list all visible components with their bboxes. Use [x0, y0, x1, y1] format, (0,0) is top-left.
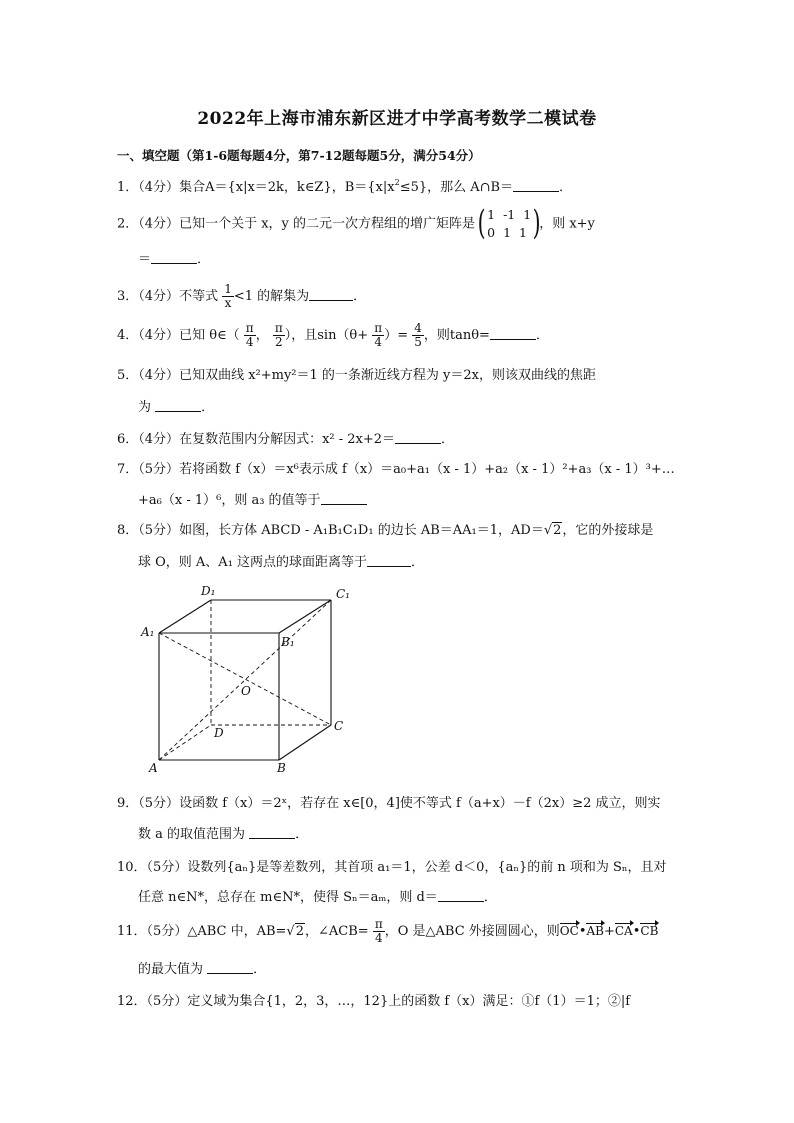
- question-5: 5．（4分）已知双曲线 x²+my²＝1 的一条渐近线方程为 y＝2x，则该双曲线的焦距: [117, 368, 596, 383]
- fraction: $\frac{\pi}{2}$: [274, 321, 283, 349]
- answer-blank: [513, 181, 559, 192]
- label-C1: C₁: [336, 587, 350, 601]
- question-2-cont: ＝ ．: [138, 252, 211, 267]
- answer-blank: [249, 828, 295, 839]
- answer-blank: [207, 963, 253, 974]
- fraction: $\frac{\pi}{4}$: [374, 917, 383, 945]
- vector-OC: OC: [559, 924, 579, 938]
- question-4: 4．（4分）已知 θ∈（ $\frac{\pi}{4}$ ， $\frac{\pi}{2}$ ），且sin（θ+ $\frac{\pi}{4}$ ）= $\frac{4}{5}$ ，则tanθ= ．: [117, 321, 549, 349]
- answer-blank: [395, 433, 441, 444]
- question-8: 8．（5分）如图，长方体 ABCD - A₁B₁C₁D₁ 的边长 AB＝AA₁＝1，AD＝√2，它的外接球是: [117, 523, 654, 538]
- question-11-cont: 的最大值为 ．: [138, 962, 267, 977]
- fraction: $\frac{4}{5}$: [414, 321, 422, 349]
- augmented-matrix: ( 1 -1 1 0 1 1 ): [477, 203, 541, 243]
- vector-CB: CB: [640, 924, 659, 938]
- question-7: 7．（5分）若将函数 f（x）＝x⁶表示成 f（x）＝a₀+a₁（x - 1）+a₂（x - 1）²+a₃（x - 1）³+…: [117, 462, 675, 477]
- diagonal-A1-C: [159, 633, 331, 725]
- question-9: 9．（5分）设函数 f（x）＝2ˣ，若存在 x∈[0，4]使不等式 f（a+x）－f（2x）≥2 成立，则实: [117, 796, 661, 811]
- label-A1: A₁: [141, 625, 155, 639]
- section-heading: 一、填空题（第1-6题每题4分，第7-12题每题5分，满分54分）: [117, 148, 481, 163]
- question-11: 11．（5分）△ABC 中，AB=√2，∠ACB= $\frac{\pi}{4}$ ，O 是△ABC 外接圆圆心，则OC•AB+CA•CB: [117, 917, 659, 945]
- question-10-cont: 任意 n∈N*，总存在 m∈N*，使得 Sₙ＝aₘ，则 d＝ ．: [138, 890, 497, 905]
- cuboid-figure: [135, 582, 365, 777]
- page-title: 2022年上海市浦东新区进才中学高考数学二模试卷: [197, 109, 597, 129]
- vector-CA: CA: [614, 924, 633, 938]
- question-7-cont: +a₆（x - 1）⁶，则 a₃ 的值等于: [138, 489, 367, 508]
- label-B1: B₁: [281, 635, 295, 649]
- answer-blank: [438, 891, 484, 902]
- label-D: D: [214, 726, 224, 740]
- answer-blank: [367, 556, 411, 567]
- edge-A1-D1: [159, 600, 211, 633]
- question-2: 2．（4分）已知一个关于 x，y 的二元一次方程组的增广矩阵是 ( 1 -1 1 0 1 1 ) ，则 x+y: [117, 203, 595, 243]
- vector-AB: AB: [586, 924, 604, 938]
- label-D1: D₁: [201, 584, 216, 598]
- question-9-cont: 数 a 的取值范围为 ．: [138, 827, 309, 842]
- question-3: 3．（4分）不等式 $\frac{1}{x}$ <1 的解集为 ．: [117, 282, 367, 310]
- answer-blank: [155, 401, 201, 412]
- edge-B-C: [279, 725, 331, 760]
- question-1: 1．（4分）集合A＝{x|x＝2k，k∈Z}，$B=\{x|x^2\le 5\}$，那么 A∩B＝ ．: [117, 178, 573, 195]
- question-8-cont: 球 O，则 A、A₁ 这两点的球面距离等于 ．: [138, 555, 425, 570]
- label-O: O: [241, 684, 251, 698]
- fraction: $\frac{1}{x}$: [224, 282, 232, 310]
- label-C: C: [334, 719, 344, 733]
- question-5-cont: 为 ．: [138, 400, 215, 415]
- answer-blank: [151, 253, 197, 264]
- question-6: 6．（4分）在复数范围内分解因式：x² - 2x+2＝ ．: [117, 432, 455, 447]
- answer-blank: [490, 329, 536, 340]
- question-12: 12．（5分）定义域为集合{1，2，3，…，12}上的函数 f（x）满足：①f（1）＝1；②|f: [117, 994, 631, 1009]
- question-10: 10．（5分）设数列{aₙ}是等差数列，其首项 a₁＝1，公差 d＜0，{aₙ}的前 n 项和为 Sₙ，且对: [117, 860, 667, 875]
- label-B: B: [277, 761, 286, 775]
- answer-blank: [321, 494, 367, 505]
- edge-A-D: [159, 725, 211, 760]
- fraction: $\frac{\pi}{4}$: [245, 321, 254, 349]
- label-A: A: [149, 761, 158, 775]
- fraction: $\frac{\pi}{4}$: [374, 321, 383, 349]
- diagonal-A-C1: [159, 600, 331, 760]
- answer-blank: [309, 290, 353, 301]
- edge-B1-C1: [279, 600, 331, 633]
